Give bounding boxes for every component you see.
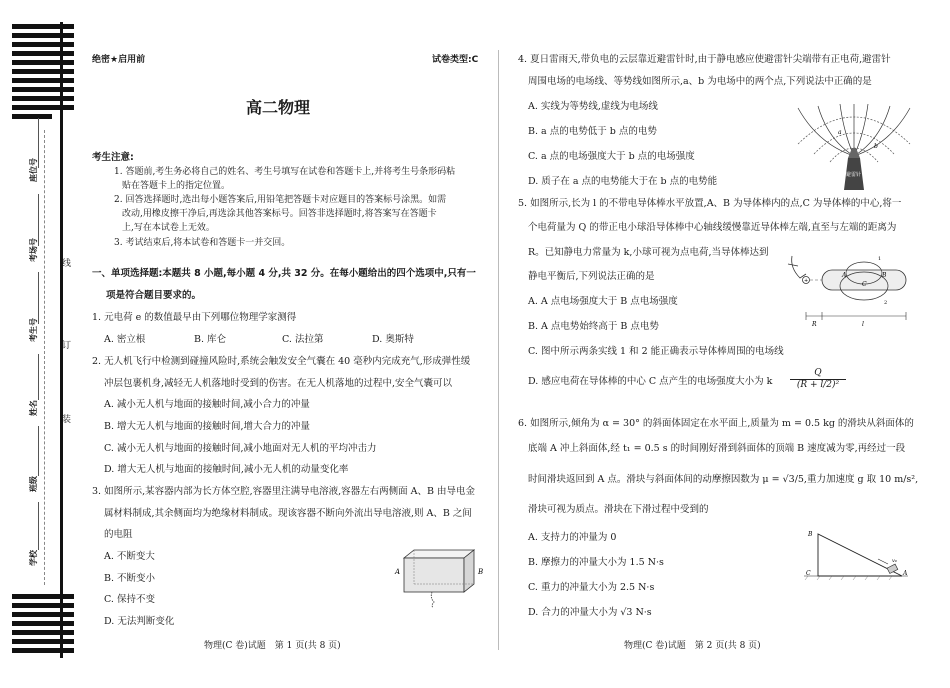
q4-label-a: a bbox=[838, 129, 842, 136]
notice-item: 1. 答题前,考生务必将自己的姓名、考生号填写在试卷和答题卡上,并将考生号条形码粘 bbox=[114, 167, 456, 177]
q5-line-2: 2 bbox=[884, 300, 888, 306]
q5-stem: 静电平衡后,下列说法正确的是 bbox=[528, 271, 655, 282]
q3-figure bbox=[392, 544, 492, 610]
q2-stem: 冲层包裹机身,减轻无人机落地时受到的伤害。在无人机落地的过程中,安全气囊可以 bbox=[104, 378, 453, 389]
q3-option: A. 不断变大 bbox=[104, 551, 155, 562]
q5-line-1: 1 bbox=[878, 256, 882, 262]
q3-option: B. 不断变小 bbox=[104, 573, 156, 584]
svg-text:+: + bbox=[804, 278, 809, 284]
q2-option: C. 减小无人机与地面的接触时间,减小地面对无人机的平均冲击力 bbox=[104, 443, 377, 454]
q3-stem: 的电阻 bbox=[104, 529, 133, 540]
exam-type: 试卷类型:C bbox=[432, 55, 479, 65]
q3-label-a: A bbox=[395, 568, 401, 576]
mark-bind: 订 bbox=[62, 341, 72, 351]
q2-option: D. 增大无人机与地面的接触时间,减小无人机的动量变化率 bbox=[104, 464, 349, 475]
q3-stem: 3. 如图所示,某容器内部为长方体空腔,容器里注满导电溶液,容器左右两侧面 A、B 由导电金 bbox=[92, 486, 476, 497]
section-heading-cont: 项是符合题目要求的。 bbox=[106, 290, 202, 301]
q6-option: B. 摩擦力的冲量大小为 1.5 N·s bbox=[528, 557, 664, 568]
q2-stem: 2. 无人机飞行中检测到碰撞风险时,系统会触发安全气囊在 40 毫秒内完成充气,形成弹性缓 bbox=[92, 356, 471, 367]
q4-figure bbox=[788, 104, 920, 192]
q6-label-c: C bbox=[806, 570, 811, 577]
q5-label-b: B bbox=[882, 272, 887, 279]
q5-stem: 个电荷量为 Q 的带正电小球沿导体棒中心轴线缓慢靠近导体棒左端,直至与左端的距离为 bbox=[528, 222, 897, 233]
q5-stem: R。已知静电力常量为 k,小球可视为点电荷,当导体棒达到 bbox=[528, 247, 769, 258]
q3-label-b: B bbox=[478, 568, 484, 576]
label-seat-number: 座位号 bbox=[29, 158, 38, 182]
notice-item: 3. 考试结束后,将本试卷和答题卡一并交回。 bbox=[114, 238, 291, 248]
q5-formula-num: Q bbox=[790, 368, 846, 380]
label-school: 学校 bbox=[29, 550, 38, 566]
notice-item: 2. 回答选择题时,选出每小题答案后,用铅笔把答题卡对应题目的答案标号涂黑。如需 bbox=[114, 195, 447, 205]
mark-line: 线 bbox=[62, 259, 72, 269]
q5-option: B. A 点电势始终高于 B 点电势 bbox=[528, 321, 659, 332]
q1-option: D. 奥斯特 bbox=[372, 334, 414, 345]
notice-heading: 考生注意: bbox=[92, 152, 134, 163]
section-heading: 一、单项选择题:本题共 8 小题,每小题 4 分,共 32 分。在每小题给出的四个选项中,只有一 bbox=[92, 268, 476, 279]
q5-formula-den: (R + l/2)² bbox=[796, 380, 840, 390]
q6-stem: 滑块可视为质点。滑块在下滑过程中受到的 bbox=[528, 504, 709, 515]
q5-option: C. 图中所示两条实线 1 和 2 能正确表示导体棒周围的电场线 bbox=[528, 346, 784, 357]
footer-right: 物理(C 卷)试题 第 2 页(共 8 页) bbox=[624, 641, 761, 651]
q5-stem: 5. 如图所示,长为 l 的不带电导体棒水平放置,A、B 为导体棒内的点,C 为导体棒的中心,将一 bbox=[518, 198, 902, 209]
footer-left: 物理(C 卷)试题 第 1 页(共 8 页) bbox=[204, 641, 341, 651]
mark-staple: 装 bbox=[62, 415, 72, 425]
q5-label-c: C bbox=[862, 281, 867, 288]
q6-label-b: B bbox=[808, 531, 813, 538]
q6-option: A. 支持力的冲量为 0 bbox=[528, 532, 617, 543]
q4-option: C. a 点的电场强度大于 b 点的电场强度 bbox=[528, 151, 695, 162]
q3-option: D. 无法判断变化 bbox=[104, 616, 175, 627]
column-divider bbox=[498, 50, 499, 650]
q6-stem: 底端 A 冲上斜面体,经 t₁ = 0.5 s 的时间刚好滑到斜面体的顶端 B 速度减为零,再经过一段 bbox=[528, 443, 906, 454]
label-class: 班级 bbox=[29, 476, 38, 492]
q5-label-l: l bbox=[862, 321, 864, 328]
q6-stem: 6. 如图所示,倾角为 α = 30° 的斜面体固定在水平面上,质量为 m = 0.5 kg 的滑块从斜面体的 bbox=[518, 418, 914, 429]
label-exam-room: 考场号 bbox=[29, 238, 38, 262]
notice-item: 贴在答题卡上的指定位置。 bbox=[122, 181, 231, 191]
q3-option: C. 保持不变 bbox=[104, 594, 155, 605]
q4-option: D. 质子在 a 点的电势能大于在 b 点的电势能 bbox=[528, 176, 718, 187]
q1-stem: 1. 元电荷 e 的数值最早由下列哪位物理学家测得 bbox=[92, 312, 297, 323]
page-title: 高二物理 bbox=[246, 98, 311, 117]
q6-option: D. 合力的冲量大小为 √3 N·s bbox=[528, 607, 652, 618]
label-name: 姓名 bbox=[29, 400, 38, 416]
q5-label-a: A bbox=[842, 272, 847, 279]
q5-label-r: R bbox=[812, 321, 817, 328]
q6-stem: 时间滑块返回到 A 点。滑块与斜面体间的动摩擦因数为 μ = √3/5,重力加速度 g 取 10 m/s², bbox=[528, 474, 919, 485]
notice-item: 改动,用橡皮擦干净后,再选涂其他答案标号。回答非选择题时,将答案写在答题卡 bbox=[122, 209, 437, 219]
q5-option: D. 感应电荷在导体棒的中心 C 点产生的电场强度大小为 k bbox=[528, 376, 773, 387]
q1-option: B. 库仑 bbox=[194, 334, 227, 345]
q5-option: A. A 点电场强度大于 B 点电场强度 bbox=[528, 296, 678, 307]
q4-option: B. a 点的电势低于 b 点的电势 bbox=[528, 126, 657, 137]
q1-option: C. 法拉第 bbox=[282, 334, 324, 345]
q6-figure bbox=[800, 526, 912, 582]
q6-option: C. 重力的冲量大小为 2.5 N·s bbox=[528, 582, 655, 593]
q3-stem: 属材料制成,其余侧面均为绝缘材料制成。现该容器不断向外流出导电溶液,则 A、B 之间 bbox=[104, 508, 472, 519]
q4-rod-label: 避雷针 bbox=[846, 172, 862, 178]
q4-stem: 周围电场的电场线、等势线如图所示,a、b 为电场中的两个点,下列说法中正确的是 bbox=[528, 76, 872, 87]
q4-stem: 4. 夏日雷雨天,带负电的云层靠近避雷针时,由于静电感应使避雷针尖端带有正电荷,避雷针 bbox=[518, 54, 891, 65]
secret-label: 绝密★启用前 bbox=[92, 55, 146, 65]
q6-label-a: A bbox=[903, 570, 908, 577]
label-student-number: 考生号 bbox=[29, 318, 38, 342]
q6-label-v0: v₀ bbox=[892, 558, 897, 564]
q4-option: A. 实线为等势线,虚线为电场线 bbox=[528, 101, 658, 112]
q4-label-b: b bbox=[874, 143, 878, 150]
q5-formula bbox=[790, 368, 846, 391]
notice-item: 上,写在本试卷上无效。 bbox=[122, 223, 215, 233]
q5-figure bbox=[786, 246, 916, 330]
q2-option: A. 减小无人机与地面的接触时间,减小合力的冲量 bbox=[104, 399, 310, 410]
q2-option: B. 增大无人机与地面的接触时间,增大合力的冲量 bbox=[104, 421, 311, 432]
q1-option: A. 密立根 bbox=[104, 334, 146, 345]
